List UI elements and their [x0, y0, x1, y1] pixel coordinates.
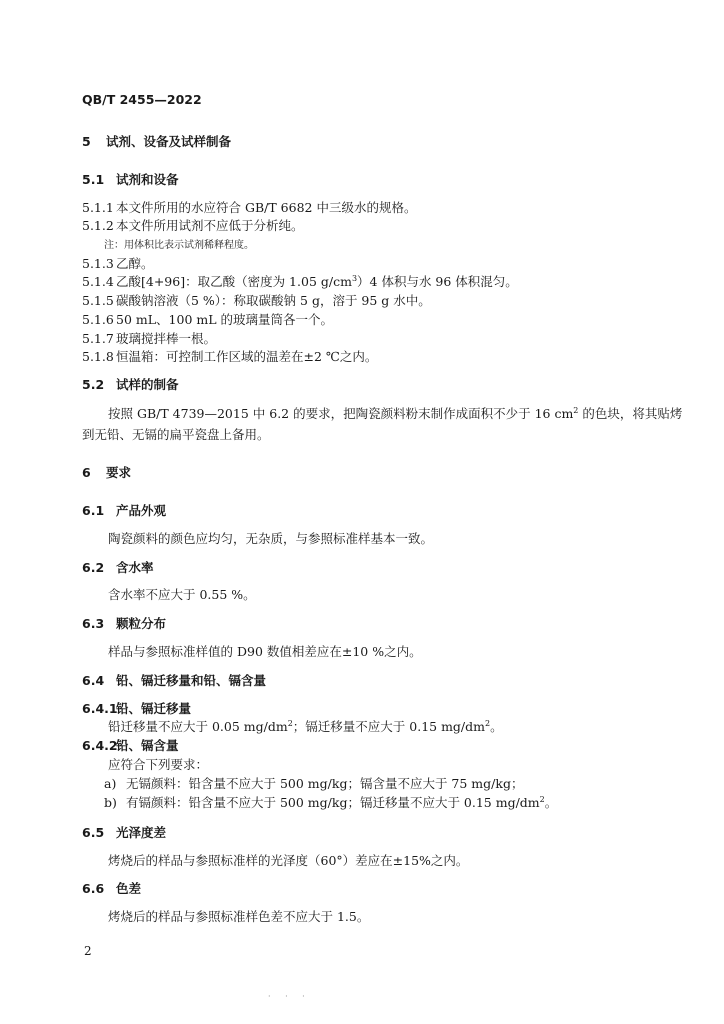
section-6-1-text: 陶瓷颜料的颜色应均匀，无杂质，与参照标准样基本一致。 — [108, 531, 434, 546]
section-6-4-1-heading: 6.4.1铅、镉迁移量 — [82, 701, 192, 716]
section-6-3-text: 样品与参照标准样值的 D90 数值相差应在±10 %之内。 — [108, 644, 422, 659]
item-5-1-1: 5.1.1 本文件所用的水应符合 GB/T 6682 中三级水的规格。 — [82, 200, 417, 215]
section-5-1-heading: 5.1 试剂和设备 — [82, 172, 179, 187]
section-6-1-heading: 6.1 产品外观 — [82, 503, 167, 518]
scan-artifact-dots: · · · — [268, 992, 311, 1001]
item-5-1-7: 5.1.7 玻璃搅拌棒一根。 — [82, 331, 217, 346]
list-item-b: b) 有镉颜料：铅含量不应大于 500 mg/kg；镉迁移量不应大于 0.15 $mg/dm^2$。 — [104, 794, 558, 810]
section-6-4-2-intro: 应符合下列要求： — [108, 757, 209, 772]
list-item-a: a) 无镉颜料：铅含量不应大于 500 mg/kg；镉含量不应大于 75 mg/kg； — [104, 776, 524, 791]
section-6-4-1-text: 铅迁移量不应大于 0.05 $mg/dm^2$；镉迁移量不应大于 0.15 $mg/dm^2$。 — [108, 718, 503, 734]
item-5-1-4: 5.1.4 乙酸[4+96]：取乙酸（密度为 1.05 $g/cm^3)4$ 体积与水 96 体积混匀。 — [82, 273, 518, 289]
section-6-2-heading: 6.2 含水率 — [82, 560, 154, 575]
item-5-1-5: 5.1.5 碳酸钠溶液（5 %）：称取碳酸钠 5 g，溶于 95 g 水中。 — [82, 293, 431, 308]
item-5-1-2: 5.1.2 本文件所用试剂不应低于分析纯。 — [82, 218, 304, 233]
section-6-2-text: 含水率不应大于 0.55 %。 — [108, 587, 256, 602]
document-code: QB/T 2455—2022 — [82, 92, 202, 107]
section-5-2-paragraph-line1: 按照 GB/T 4739—2015 中 6.2 的要求，把陶瓷颜料粉末制作成面积不少于 16 $cm^2$ 的色块，将其贴烤 — [108, 405, 683, 421]
section-6-heading: 6 要求 — [82, 465, 132, 480]
section-5-2-heading: 5.2 试样的制备 — [82, 377, 179, 392]
item-5-1-8: 5.1.8 恒温箱：可控制工作区域的温差在±2 ℃之内。 — [82, 349, 378, 364]
section-6-6-text: 烤烧后的样品与参照标准样色差不应大于 1.5。 — [108, 909, 370, 924]
section-6-3-heading: 6.3 颗粒分布 — [82, 616, 167, 631]
item-5-1-3: 5.1.3 乙醇。 — [82, 256, 154, 271]
section-6-4-heading: 6.4 铅、镉迁移量和铅、镉含量 — [82, 673, 267, 688]
page-number: 2 — [84, 944, 92, 958]
section-6-4-2-heading: 6.4.2铅、镉含量 — [82, 738, 179, 753]
note: 注：用体积比表示试剂稀释程度。 — [104, 240, 254, 251]
section-6-5-heading: 6.5 光泽度差 — [82, 825, 167, 840]
item-5-1-6: 5.1.6 50 mL、100 mL 的玻璃量筒各一个。 — [82, 312, 333, 327]
section-6-6-heading: 6.6 色差 — [82, 881, 142, 896]
section-6-5-text: 烤烧后的样品与参照标准样的光泽度（60°）差应在±15%之内。 — [108, 853, 469, 868]
section-5-heading: 5 试剂、设备及试样制备 — [82, 134, 232, 149]
section-5-2-paragraph-line2: 到无铅、无镉的扁平瓷盘上备用。 — [82, 427, 270, 442]
